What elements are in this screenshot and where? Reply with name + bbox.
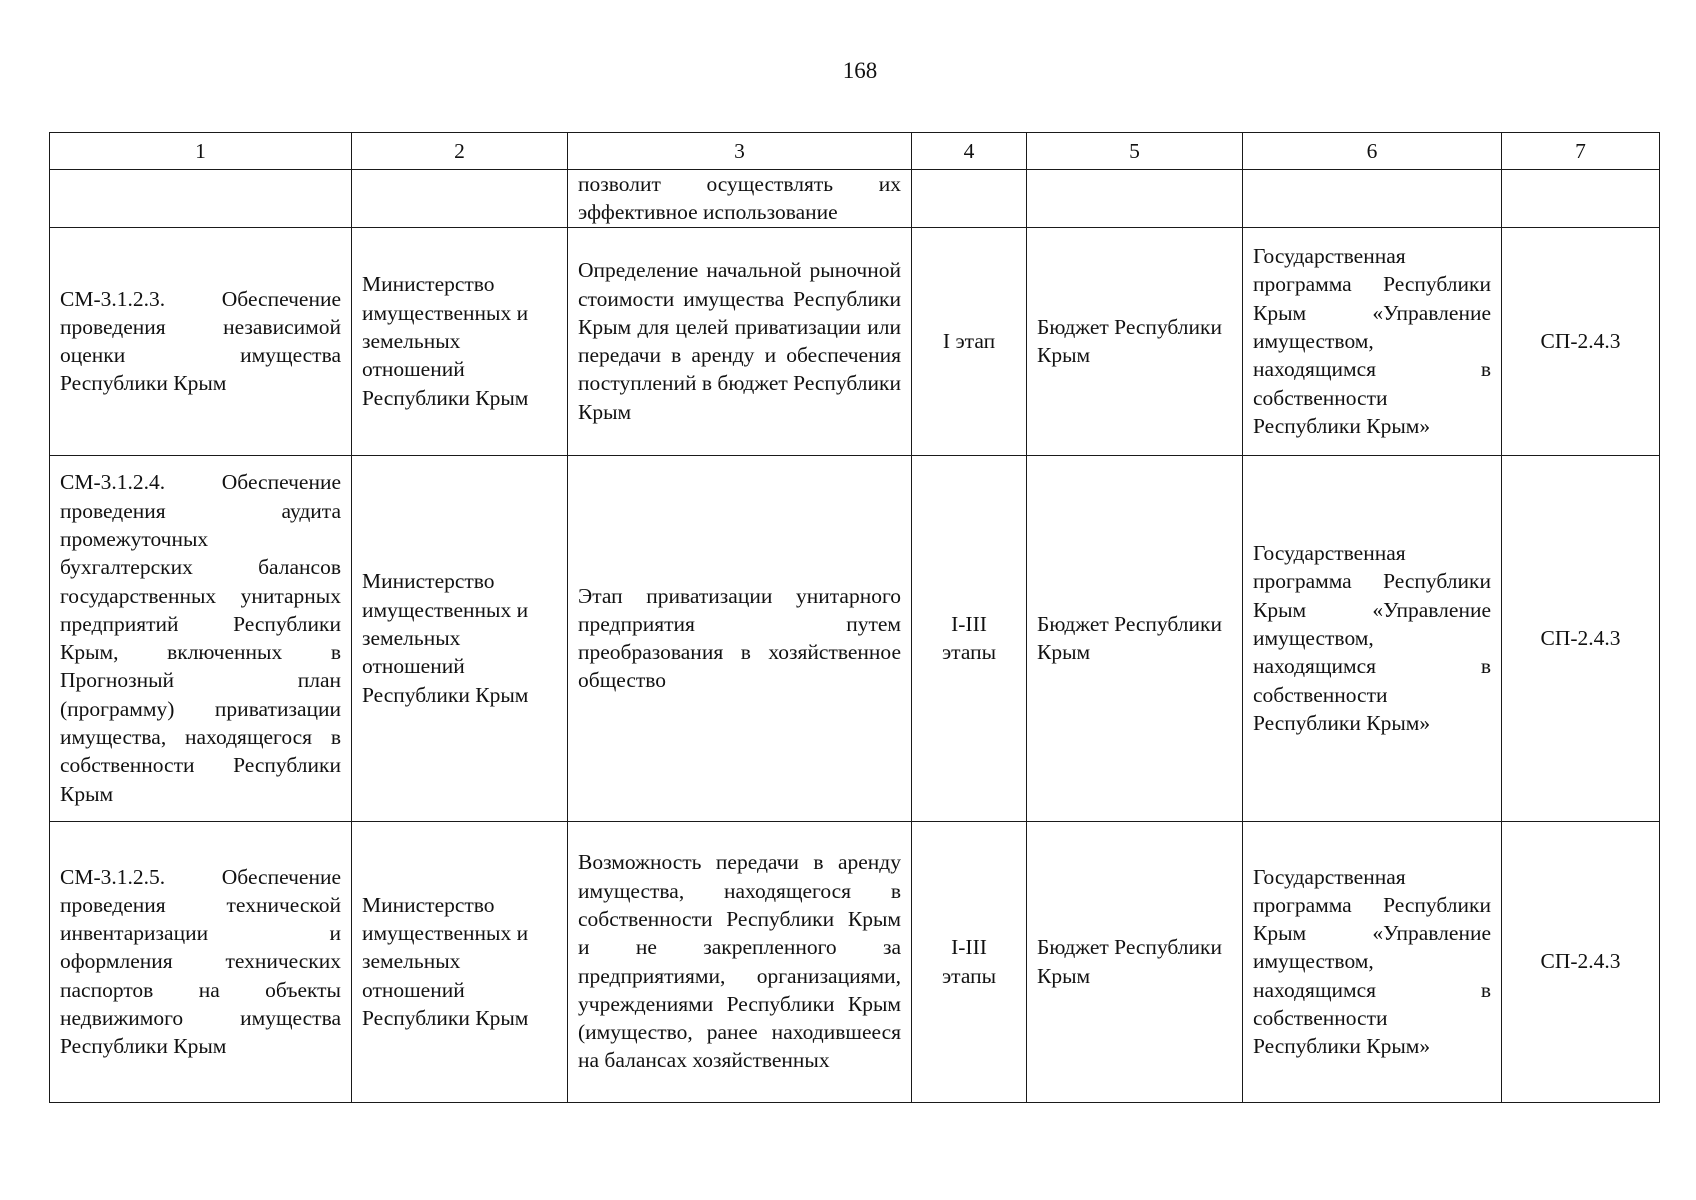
- continuation-row: [50, 170, 1660, 228]
- header-col-6: 6: [1243, 133, 1502, 170]
- code-cell: СП-2.4.3: [1502, 455, 1660, 821]
- executor-cell: Министерство имущественных и земельных отношений Республики Крым: [352, 821, 568, 1102]
- header-col-4: 4: [912, 133, 1027, 170]
- executor-cell: Министерство имущественных и земельных отношений Республики Крым: [352, 455, 568, 821]
- table-cell: [50, 170, 352, 228]
- executor-cell: Министерство имущественных и земельных отношений Республики Крым: [352, 227, 568, 455]
- measure-cell: СМ-3.1.2.4. Обеспечение проведения аудита промежуточных бухгалтерских балансов государственных унитарных предприятий Республики Крым, включенных в Прогнозный план (программу) приватизации имущества, находящегося в собственности Республики Крым: [50, 455, 352, 821]
- table-cell: [912, 170, 1027, 228]
- continuation-result-cell: позволит осуществлять их эффективное использование: [568, 170, 912, 228]
- source-cell: Бюджет Республики Крым: [1027, 227, 1243, 455]
- header-col-1: 1: [50, 133, 352, 170]
- table-row: [50, 227, 1660, 455]
- table-cell: [1502, 170, 1660, 228]
- table-row: [50, 455, 1660, 821]
- measure-cell: СМ-3.1.2.5. Обеспечение проведения технической инвентаризации и оформления технических паспортов на объекты недвижимого имущества Республики Крым: [50, 821, 352, 1102]
- table-cell: [1243, 170, 1502, 228]
- source-cell: Бюджет Республики Крым: [1027, 455, 1243, 821]
- stage-cell: I-III этапы: [912, 821, 1027, 1102]
- measure-cell: СМ-3.1.2.3. Обеспечение проведения независимой оценки имущества Республики Крым: [50, 227, 352, 455]
- header-col-2: 2: [352, 133, 568, 170]
- table-cell: [1027, 170, 1243, 228]
- table-row: [50, 821, 1660, 1102]
- result-cell: Этап приватизации унитарного предприятия путем преобразования в хозяйственное общество: [568, 455, 912, 821]
- result-cell: Определение начальной рыночной стоимости имущества Республики Крым для целей приватизации или передачи в аренду и обеспечения поступлений в бюджет Республики Крым: [568, 227, 912, 455]
- code-cell: СП-2.4.3: [1502, 227, 1660, 455]
- header-col-3: 3: [568, 133, 912, 170]
- result-cell: Возможность передачи в аренду имущества, находящегося в собственности Республики Крым и не закрепленного за предприятиями, организациями, учреждениями Республики Крым (имущество, ранее находившееся на балансах хозяйственных: [568, 821, 912, 1102]
- program-cell: Государственная программа Республики Крым «Управление имуществом, находящимся в собственности Республики Крым»: [1243, 227, 1502, 455]
- stage-cell: I этап: [912, 227, 1027, 455]
- program-cell: Государственная программа Республики Крым «Управление имуществом, находящимся в собственности Республики Крым»: [1243, 821, 1502, 1102]
- header-col-7: 7: [1502, 133, 1660, 170]
- table-cell: [352, 170, 568, 228]
- source-cell: Бюджет Республики Крым: [1027, 821, 1243, 1102]
- stage-cell: I-III этапы: [912, 455, 1027, 821]
- measures-table: [49, 132, 1660, 1103]
- code-cell: СП-2.4.3: [1502, 821, 1660, 1102]
- header-row: [50, 133, 1660, 170]
- page-number: 168: [842, 58, 878, 83]
- header-col-5: 5: [1027, 133, 1243, 170]
- program-cell: Государственная программа Республики Крым «Управление имуществом, находящимся в собственности Республики Крым»: [1243, 455, 1502, 821]
